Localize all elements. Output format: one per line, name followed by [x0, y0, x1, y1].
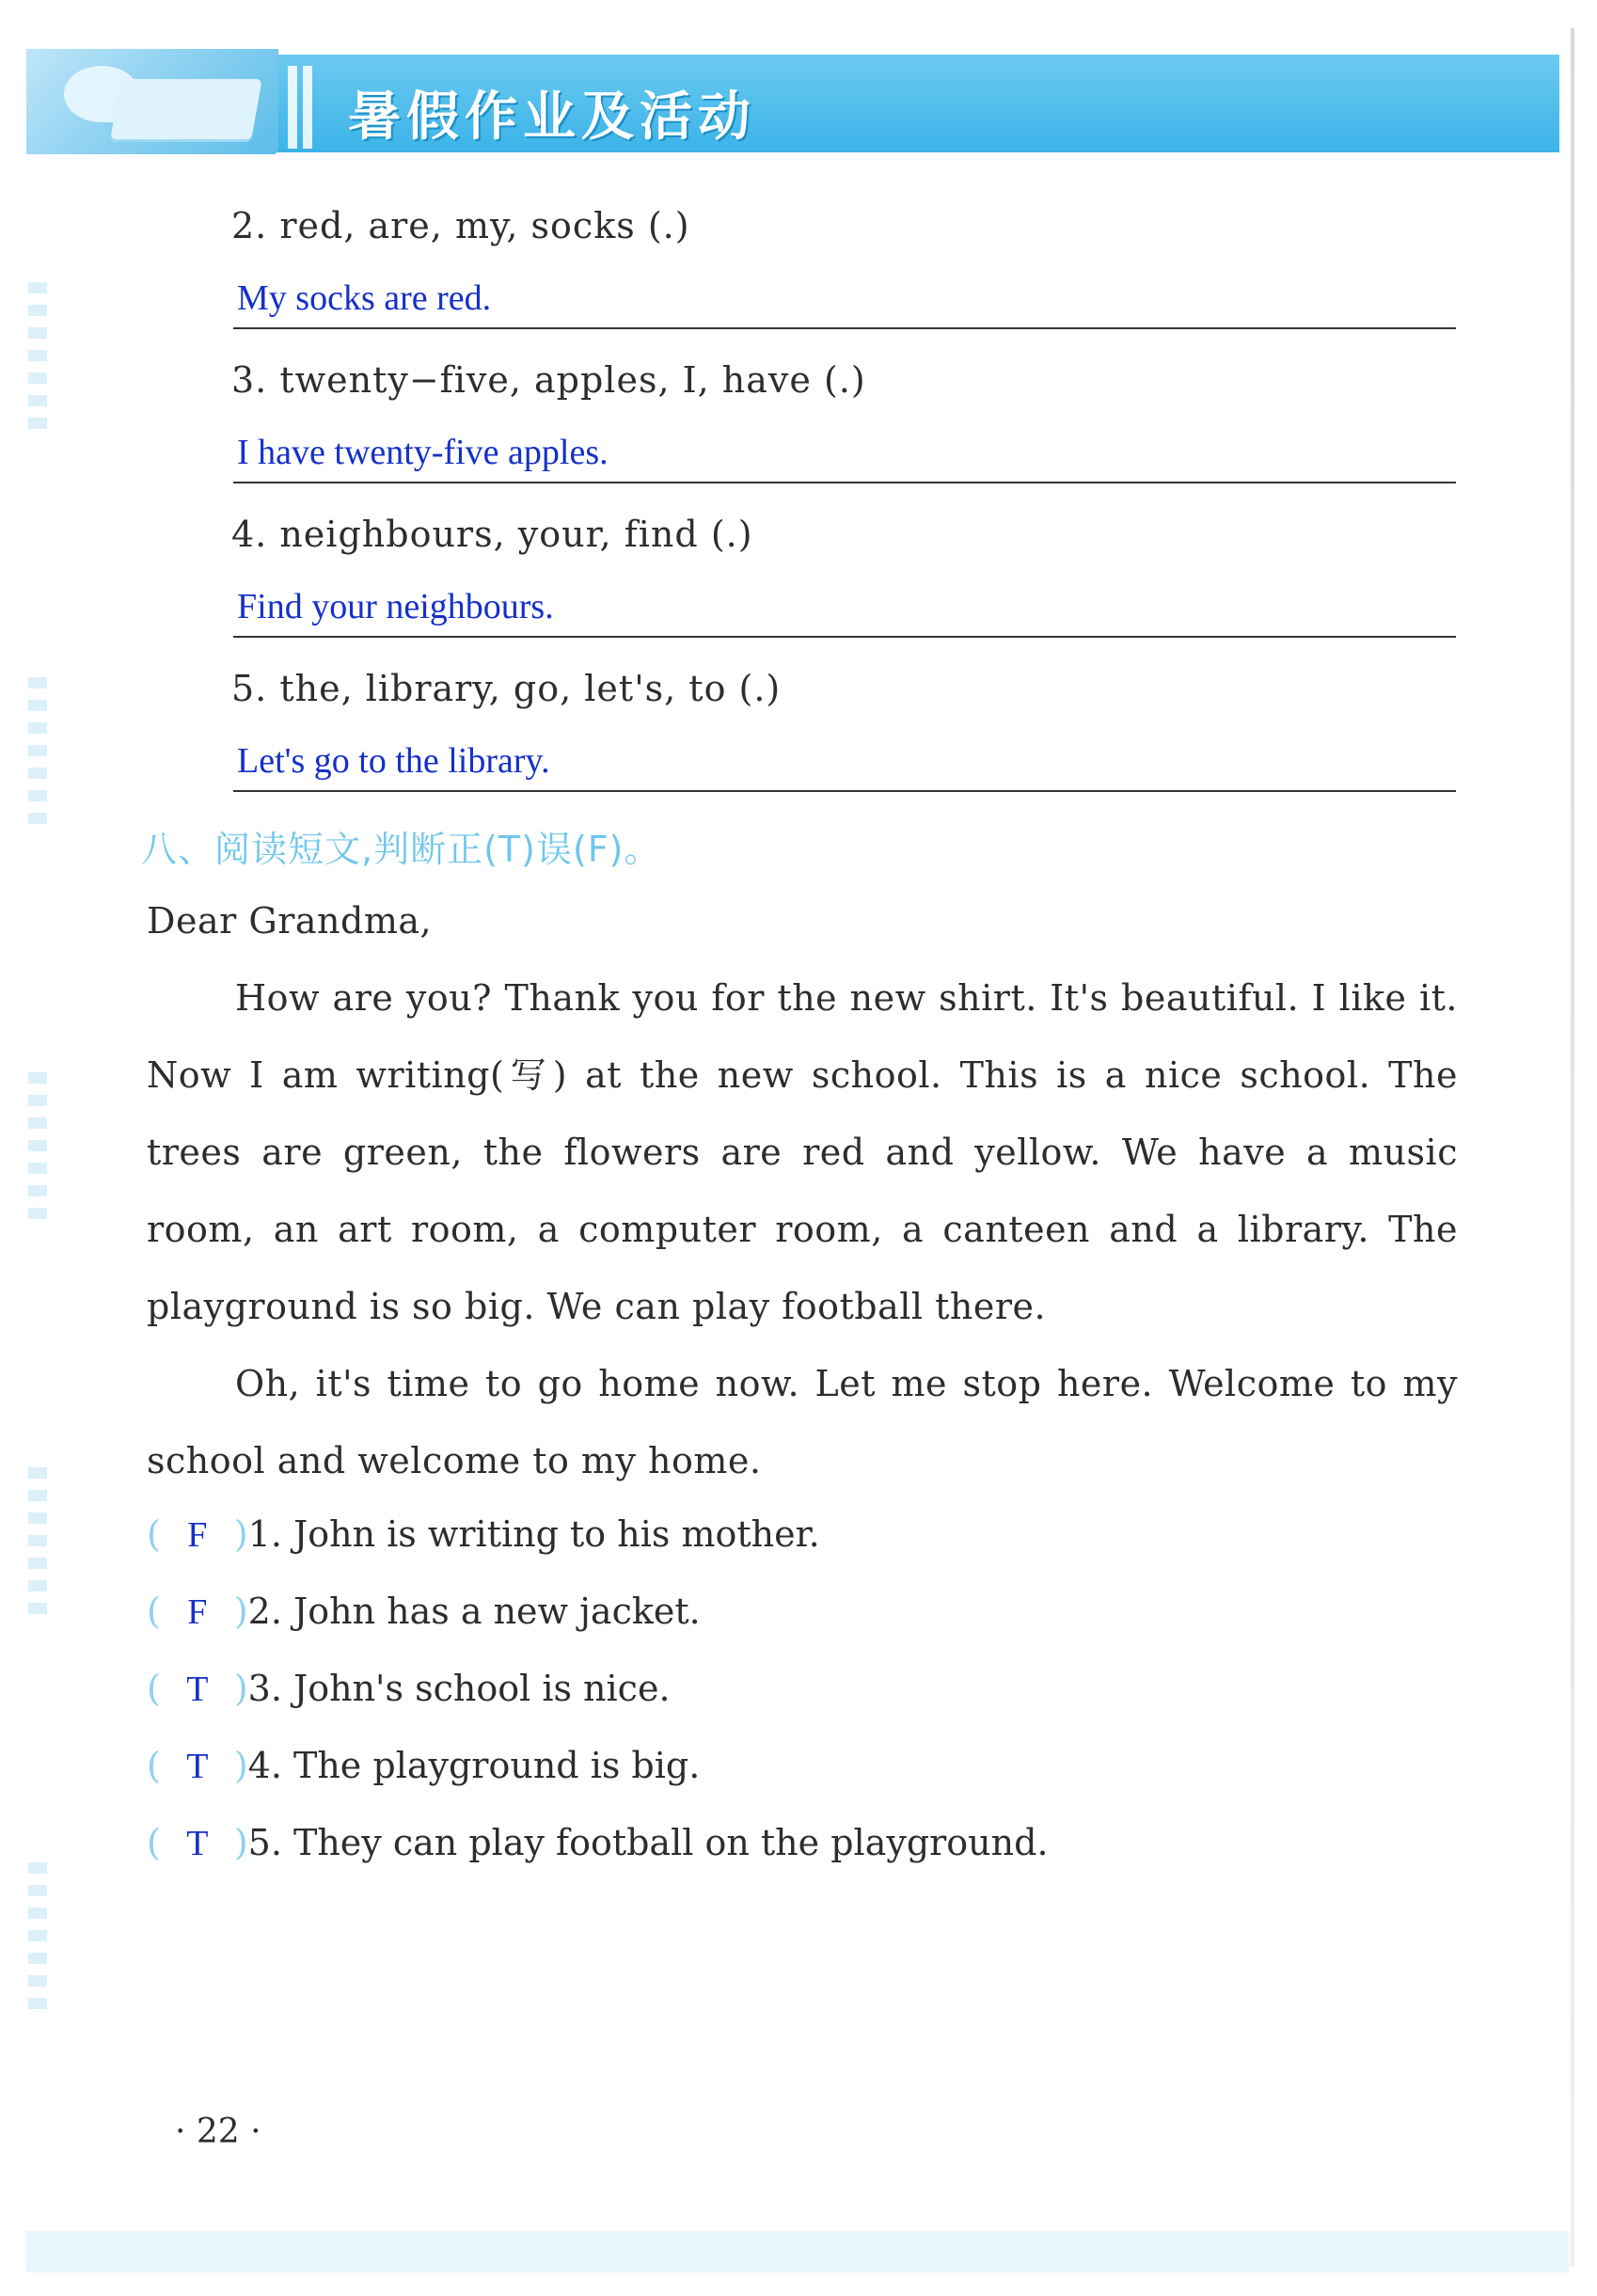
page-title: 暑假作业及活动 — [348, 87, 756, 148]
question-answer: I have twenty-five apples. — [237, 433, 609, 472]
page-number: · 22 · — [175, 2113, 261, 2151]
answer-mark: T — [186, 1747, 209, 1786]
open-paren: ( — [147, 1822, 161, 1863]
close-paren: ) — [233, 1822, 248, 1863]
answer-line — [233, 327, 1456, 329]
answer-mark: T — [186, 1670, 209, 1709]
judgement-item — [147, 1819, 1049, 1866]
answer-line — [233, 482, 1456, 483]
answer-mark: F — [187, 1592, 208, 1632]
question-prompt: 2. red, are, my, socks (.) — [231, 205, 690, 246]
open-paren: ( — [147, 1668, 161, 1709]
judgement-item — [147, 1511, 820, 1558]
question-answer: Find your neighbours. — [237, 587, 554, 626]
answer-mark: T — [186, 1824, 209, 1863]
letter-paragraph: How are you? Thank you for the new shirt. It's beautiful. I like it. Now I am writing(写) at the new school. This is a nice school. The trees are green, the flowers are red and yellow. We have a music room, an art room, a computer room, a canteen and a library. The playground is so big. We can play football there. — [147, 977, 1458, 1327]
letter-paragraph: Oh, it's time to go home now. Let me stop here. Welcome to my school and welcome to my home. — [147, 1363, 1458, 1481]
close-paren: ) — [233, 1668, 248, 1709]
question-prompt: 3. twenty−five, apples, I, have (.) — [231, 359, 866, 401]
answer-line — [233, 636, 1456, 638]
judgement-statement: 2. John has a new jacket. — [247, 1591, 701, 1632]
page-edge-shadow — [1571, 28, 1574, 2267]
side-decoration — [28, 1862, 49, 2020]
judgement-item — [147, 1665, 671, 1712]
section-title: 八、阅读短文,判断正(T)误(F)。 — [141, 829, 661, 870]
letter-greeting: Dear Grandma, — [147, 900, 433, 942]
side-decoration — [28, 677, 49, 835]
open-paren: ( — [147, 1513, 161, 1555]
open-paren: ( — [147, 1745, 161, 1786]
question-answer: My socks are red. — [237, 278, 492, 318]
footer-band — [26, 2231, 1569, 2272]
judgement-statement: 3. John's school is nice. — [247, 1668, 671, 1709]
question-prompt: 4. neighbours, your, find (.) — [231, 514, 753, 555]
answer-mark: F — [187, 1515, 208, 1555]
side-decoration — [28, 1467, 49, 1625]
letter-body — [147, 882, 1458, 1499]
judgement-item — [147, 1588, 701, 1635]
side-decoration — [28, 282, 49, 440]
judgement-item — [147, 1742, 700, 1789]
close-paren: ) — [233, 1513, 248, 1555]
side-decoration — [28, 1072, 49, 1230]
judgement-statement: 4. The playground is big. — [247, 1745, 701, 1786]
judgement-statement: 1. John is writing to his mother. — [247, 1513, 820, 1555]
question-answer: Let's go to the library. — [237, 741, 550, 781]
book-icon — [110, 79, 261, 139]
close-paren: ) — [233, 1591, 248, 1632]
question-prompt: 5. the, library, go, let's, to (.) — [231, 668, 782, 709]
open-paren: ( — [147, 1591, 161, 1632]
banner-divider — [288, 66, 318, 149]
close-paren: ) — [233, 1745, 248, 1786]
header-illustration — [26, 49, 278, 154]
judgement-statement: 5. They can play football on the playground. — [247, 1822, 1049, 1863]
answer-line — [233, 790, 1456, 792]
